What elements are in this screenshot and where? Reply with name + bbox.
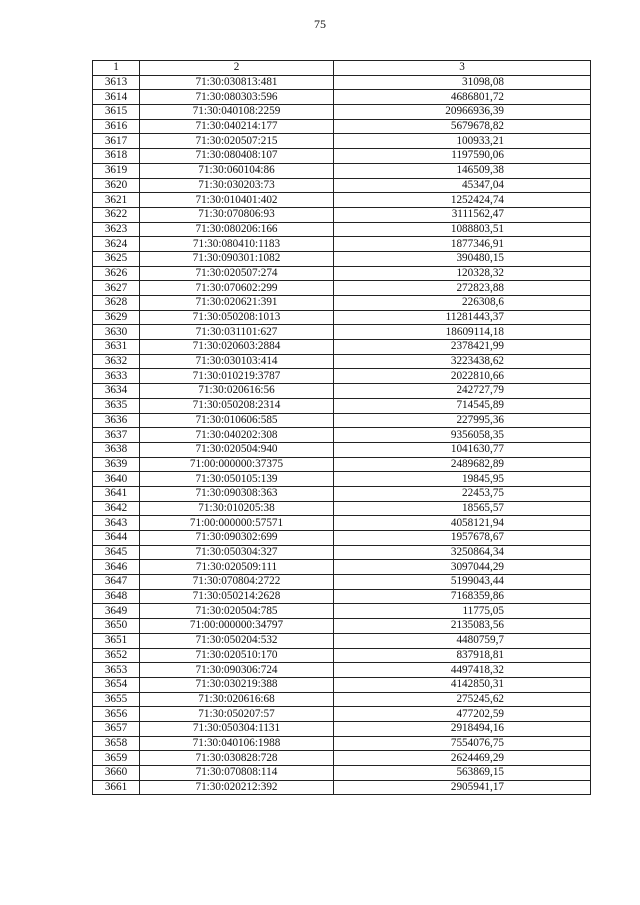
- value-cell: 390480,15: [334, 251, 591, 266]
- row-number: 3626: [93, 266, 140, 281]
- cadastral-number: 71:30:040202:308: [140, 428, 334, 443]
- value-cell: 9356058,35: [334, 428, 591, 443]
- cadastral-number: 71:30:090308:363: [140, 486, 334, 501]
- cadastral-number: 71:30:030813:481: [140, 75, 334, 90]
- cadastral-number: 71:30:090302:699: [140, 531, 334, 546]
- table-row: [93, 751, 591, 766]
- row-number: 3635: [93, 398, 140, 413]
- cadastral-number: 71:30:090306:724: [140, 663, 334, 678]
- table-row: [93, 721, 591, 736]
- cadastral-number: 71:30:040106:1988: [140, 736, 334, 751]
- value-cell: 45347,04: [334, 178, 591, 193]
- value-cell: 3223438,62: [334, 354, 591, 369]
- cadastral-number: 71:30:010606:585: [140, 413, 334, 428]
- row-number: 3636: [93, 413, 140, 428]
- table-row: [93, 325, 591, 340]
- value-cell: 1088803,51: [334, 222, 591, 237]
- table-row: [93, 75, 591, 90]
- value-cell: 2624469,29: [334, 751, 591, 766]
- cadastral-number: 71:30:030219:388: [140, 677, 334, 692]
- row-number: 3623: [93, 222, 140, 237]
- row-number: 3617: [93, 134, 140, 149]
- table-row: [93, 560, 591, 575]
- row-number: 3621: [93, 193, 140, 208]
- cadastral-number: 71:30:020504:940: [140, 442, 334, 457]
- page-number: 75: [314, 17, 326, 31]
- table-row: [93, 149, 591, 164]
- value-cell: 1197590,06: [334, 149, 591, 164]
- cadastral-number: 71:30:080410:1183: [140, 237, 334, 252]
- cadastral-number: 71:30:020509:111: [140, 560, 334, 575]
- row-number: 3651: [93, 633, 140, 648]
- row-number: 3613: [93, 75, 140, 90]
- row-number: 3614: [93, 90, 140, 105]
- row-number: 3630: [93, 325, 140, 340]
- row-number: 3641: [93, 486, 140, 501]
- row-number: 3640: [93, 472, 140, 487]
- row-number: 3649: [93, 604, 140, 619]
- row-number: 3646: [93, 560, 140, 575]
- table-row: [93, 413, 591, 428]
- table-header: [93, 61, 591, 76]
- row-number: 3645: [93, 545, 140, 560]
- cadastral-number: 71:30:050207:57: [140, 707, 334, 722]
- cadastral-number: 71:30:070602:299: [140, 281, 334, 296]
- value-cell: 4142850,31: [334, 677, 591, 692]
- row-number: 3650: [93, 619, 140, 634]
- value-cell: 227995,36: [334, 413, 591, 428]
- value-cell: 1041630,77: [334, 442, 591, 457]
- value-cell: 275245,62: [334, 692, 591, 707]
- value-cell: 3250864,34: [334, 545, 591, 560]
- row-number: 3620: [93, 178, 140, 193]
- row-number: 3661: [93, 780, 140, 795]
- row-number: 3629: [93, 310, 140, 325]
- cadastral-number: 71:30:050105:139: [140, 472, 334, 487]
- table-row: [93, 692, 591, 707]
- table-row: [93, 281, 591, 296]
- value-cell: 18609114,18: [334, 325, 591, 340]
- row-number: 3647: [93, 575, 140, 590]
- value-cell: 7554076,75: [334, 736, 591, 751]
- value-cell: 563869,15: [334, 766, 591, 781]
- cadastral-number: 71:30:020510:170: [140, 648, 334, 663]
- row-number: 3615: [93, 105, 140, 120]
- table-row: [93, 589, 591, 604]
- row-number: 3624: [93, 237, 140, 252]
- value-cell: 146509,38: [334, 163, 591, 178]
- cadastral-number: 71:30:050204:532: [140, 633, 334, 648]
- cadastral-number: 71:30:080303:596: [140, 90, 334, 105]
- cadastral-number: 71:30:050208:1013: [140, 310, 334, 325]
- cadastral-number: 71:30:010205:38: [140, 501, 334, 516]
- table-row: [93, 442, 591, 457]
- value-cell: 5679678,82: [334, 119, 591, 134]
- row-number: 3656: [93, 707, 140, 722]
- cadastral-number: 71:00:000000:34797: [140, 619, 334, 634]
- row-number: 3655: [93, 692, 140, 707]
- cadastral-number: 71:30:020616:68: [140, 692, 334, 707]
- row-number: 3638: [93, 442, 140, 457]
- table-row: [93, 237, 591, 252]
- cadastral-number: 71:30:080206:166: [140, 222, 334, 237]
- table-row: [93, 222, 591, 237]
- header-col-2: 2: [140, 61, 334, 76]
- cadastral-number: 71:00:000000:57571: [140, 516, 334, 531]
- table-row: [93, 384, 591, 399]
- table-row: [93, 193, 591, 208]
- cadastral-number: 71:00:000000:37375: [140, 457, 334, 472]
- header-row: [93, 61, 591, 76]
- registry-table: [92, 60, 591, 795]
- cadastral-number: 71:30:050214:2628: [140, 589, 334, 604]
- table-row: [93, 677, 591, 692]
- table-row: [93, 428, 591, 443]
- cadastral-number: 71:30:020507:274: [140, 266, 334, 281]
- cadastral-number: 71:30:020603:2884: [140, 340, 334, 355]
- cadastral-number: 71:30:070804:2722: [140, 575, 334, 590]
- value-cell: 18565,57: [334, 501, 591, 516]
- table-row: [93, 105, 591, 120]
- cadastral-number: 71:30:040108:2259: [140, 105, 334, 120]
- cadastral-number: 71:30:090301:1082: [140, 251, 334, 266]
- row-number: 3659: [93, 751, 140, 766]
- cadastral-number: 71:30:020507:215: [140, 134, 334, 149]
- table-row: [93, 663, 591, 678]
- table-row: [93, 766, 591, 781]
- value-cell: 4480759,7: [334, 633, 591, 648]
- value-cell: 1877346,91: [334, 237, 591, 252]
- table-row: [93, 545, 591, 560]
- row-number: 3644: [93, 531, 140, 546]
- value-cell: 714545,89: [334, 398, 591, 413]
- row-number: 3631: [93, 340, 140, 355]
- cadastral-number: 71:30:010219:3787: [140, 369, 334, 384]
- cadastral-number: 71:30:030203:73: [140, 178, 334, 193]
- table-row: [93, 178, 591, 193]
- table-row: [93, 340, 591, 355]
- value-cell: 100933,21: [334, 134, 591, 149]
- value-cell: 477202,59: [334, 707, 591, 722]
- value-cell: 272823,88: [334, 281, 591, 296]
- row-number: 3618: [93, 149, 140, 164]
- table-row: [93, 516, 591, 531]
- cadastral-number: 71:30:080408:107: [140, 149, 334, 164]
- table-row: [93, 251, 591, 266]
- value-cell: 11281443,37: [334, 310, 591, 325]
- value-cell: 4686801,72: [334, 90, 591, 105]
- value-cell: 120328,32: [334, 266, 591, 281]
- cadastral-number: 71:30:030103:414: [140, 354, 334, 369]
- table-row: [93, 369, 591, 384]
- cadastral-number: 71:30:070806:93: [140, 207, 334, 222]
- value-cell: 226308,6: [334, 296, 591, 311]
- value-cell: 3097044,29: [334, 560, 591, 575]
- value-cell: 1252424,74: [334, 193, 591, 208]
- row-number: 3634: [93, 384, 140, 399]
- row-number: 3652: [93, 648, 140, 663]
- cadastral-number: 71:30:060104:86: [140, 163, 334, 178]
- table-row: [93, 780, 591, 795]
- value-cell: 2489682,89: [334, 457, 591, 472]
- value-cell: 20966936,39: [334, 105, 591, 120]
- cadastral-number: 71:30:050304:327: [140, 545, 334, 560]
- value-cell: 11775,05: [334, 604, 591, 619]
- value-cell: 2135083,56: [334, 619, 591, 634]
- row-number: 3616: [93, 119, 140, 134]
- value-cell: 837918,81: [334, 648, 591, 663]
- row-number: 3642: [93, 501, 140, 516]
- table-row: [93, 90, 591, 105]
- cadastral-number: 71:30:050208:2314: [140, 398, 334, 413]
- row-number: 3625: [93, 251, 140, 266]
- table-body: [93, 75, 591, 795]
- cadastral-number: 71:30:030828:728: [140, 751, 334, 766]
- value-cell: 242727,79: [334, 384, 591, 399]
- value-cell: 19845,95: [334, 472, 591, 487]
- value-cell: 4058121,94: [334, 516, 591, 531]
- row-number: 3637: [93, 428, 140, 443]
- cadastral-number: 71:30:031101:627: [140, 325, 334, 340]
- table-row: [93, 296, 591, 311]
- table-row: [93, 707, 591, 722]
- table-row: [93, 648, 591, 663]
- value-cell: 2905941,17: [334, 780, 591, 795]
- table-row: [93, 398, 591, 413]
- table-row: [93, 310, 591, 325]
- table-row: [93, 472, 591, 487]
- table-row: [93, 163, 591, 178]
- value-cell: 3111562,47: [334, 207, 591, 222]
- cadastral-number: 71:30:050304:1131: [140, 721, 334, 736]
- value-cell: 31098,08: [334, 75, 591, 90]
- value-cell: 2022810,66: [334, 369, 591, 384]
- row-number: 3632: [93, 354, 140, 369]
- table-row: [93, 736, 591, 751]
- value-cell: 22453,75: [334, 486, 591, 501]
- cadastral-number: 71:30:010401:402: [140, 193, 334, 208]
- header-col-1: 1: [93, 61, 140, 76]
- table-row: [93, 266, 591, 281]
- value-cell: 2378421,99: [334, 340, 591, 355]
- row-number: 3619: [93, 163, 140, 178]
- row-number: 3633: [93, 369, 140, 384]
- header-col-3: 3: [334, 61, 591, 76]
- table-row: [93, 486, 591, 501]
- row-number: 3627: [93, 281, 140, 296]
- row-number: 3657: [93, 721, 140, 736]
- row-number: 3654: [93, 677, 140, 692]
- row-number: 3643: [93, 516, 140, 531]
- value-cell: 2918494,16: [334, 721, 591, 736]
- table-row: [93, 501, 591, 516]
- row-number: 3660: [93, 766, 140, 781]
- value-cell: 4497418,32: [334, 663, 591, 678]
- table-row: [93, 531, 591, 546]
- table-row: [93, 134, 591, 149]
- value-cell: 5199043,44: [334, 575, 591, 590]
- row-number: 3628: [93, 296, 140, 311]
- cadastral-number: 71:30:070808:114: [140, 766, 334, 781]
- table-row: [93, 633, 591, 648]
- row-number: 3658: [93, 736, 140, 751]
- cadastral-number: 71:30:020212:392: [140, 780, 334, 795]
- cadastral-number: 71:30:020616:56: [140, 384, 334, 399]
- cadastral-number: 71:30:020504:785: [140, 604, 334, 619]
- value-cell: 1957678,67: [334, 531, 591, 546]
- table-row: [93, 604, 591, 619]
- row-number: 3648: [93, 589, 140, 604]
- table-row: [93, 575, 591, 590]
- row-number: 3622: [93, 207, 140, 222]
- row-number: 3653: [93, 663, 140, 678]
- table-row: [93, 119, 591, 134]
- table-row: [93, 457, 591, 472]
- table-row: [93, 354, 591, 369]
- row-number: 3639: [93, 457, 140, 472]
- cadastral-number: 71:30:020621:391: [140, 296, 334, 311]
- cadastral-number: 71:30:040214:177: [140, 119, 334, 134]
- value-cell: 7168359,86: [334, 589, 591, 604]
- table-row: [93, 619, 591, 634]
- table-row: [93, 207, 591, 222]
